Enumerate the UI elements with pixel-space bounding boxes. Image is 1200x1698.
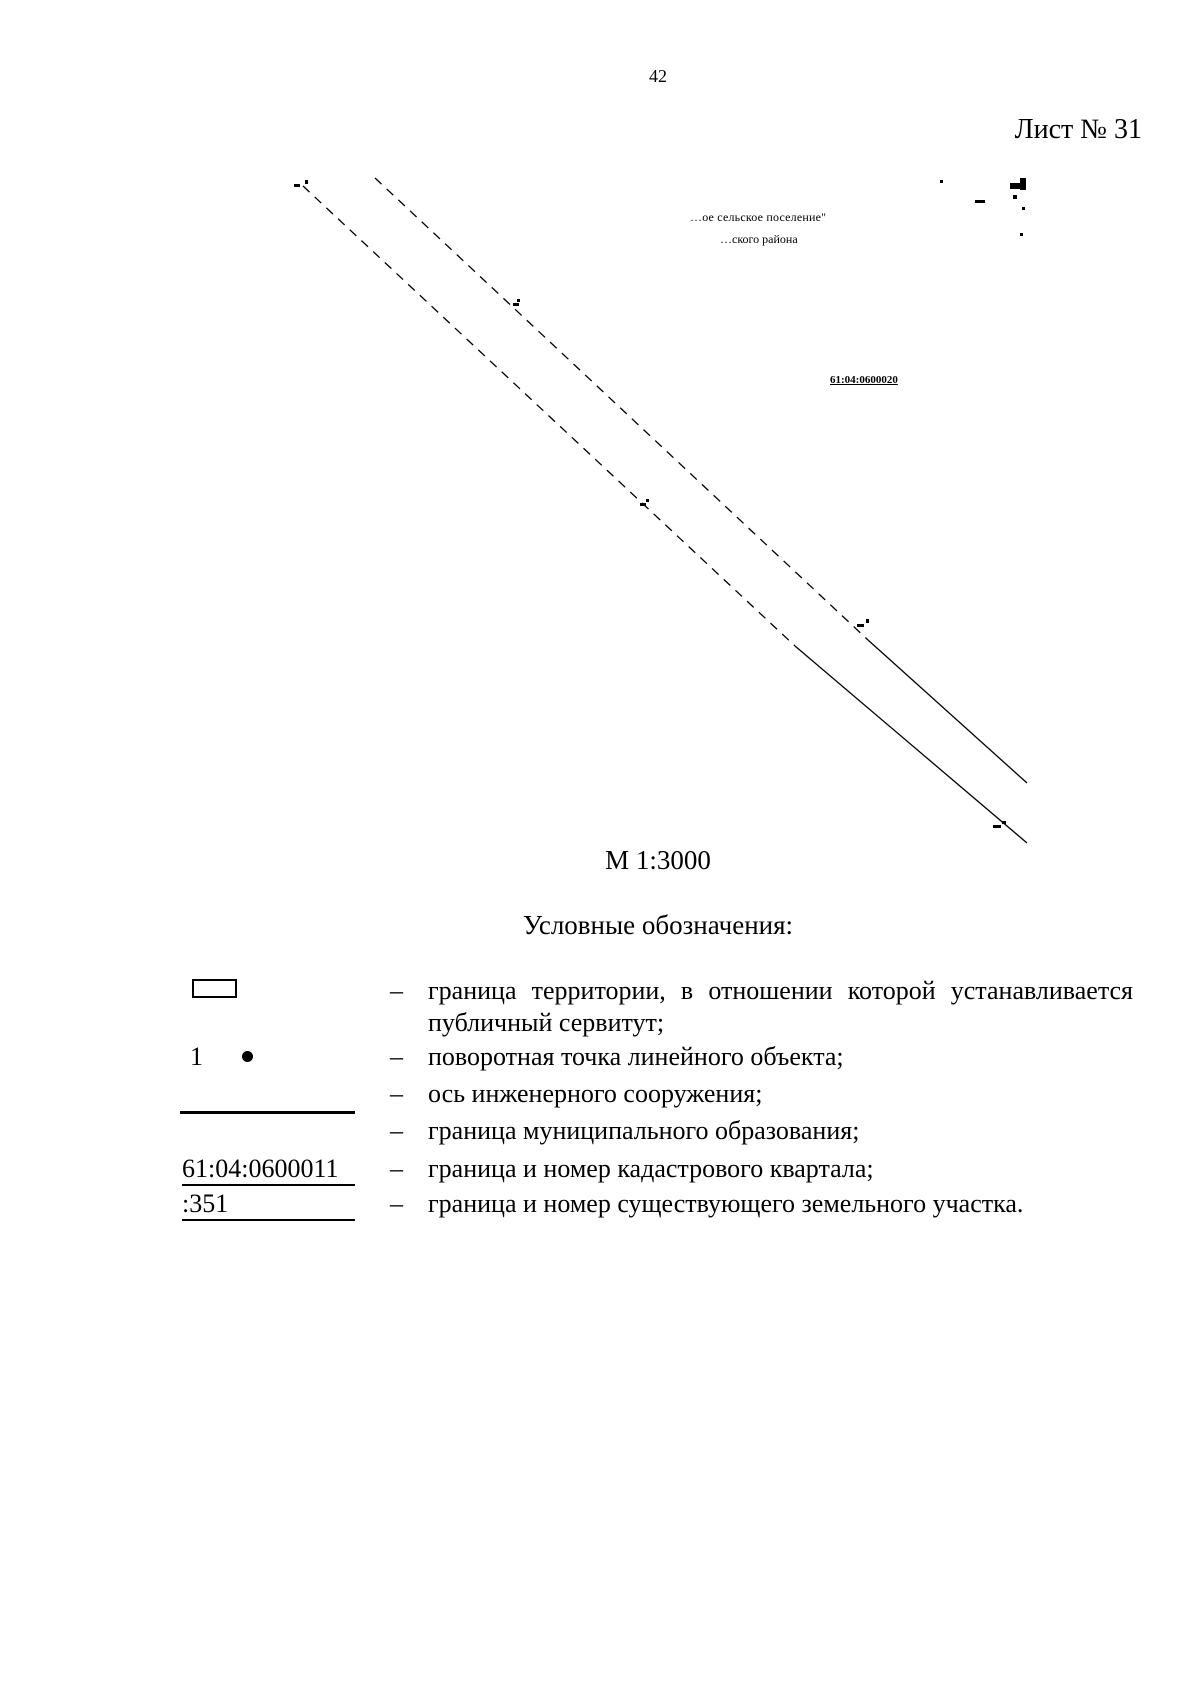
map-label-district: …ского района xyxy=(720,232,798,246)
legend-text: граница территории, в отношении которой устанавливается публичный сервитут; xyxy=(428,976,1133,1037)
legend-symbol-cadastral xyxy=(180,1153,355,1185)
legend-dash: – xyxy=(390,1042,403,1071)
legend-dash: – xyxy=(390,1116,403,1145)
servitude-boundary-lower xyxy=(303,186,795,646)
map-scale: М 1:3000 xyxy=(605,845,711,875)
page-number: 42 xyxy=(649,66,667,86)
legend-land-plot-number: :351 xyxy=(182,1188,355,1221)
legend-symbol-rectangle xyxy=(180,975,355,1007)
legend-text: граница и номер существующего земельного участка. xyxy=(428,1189,1024,1218)
legend-symbol-solid-line xyxy=(180,1115,355,1147)
legend-symbol-land-plot xyxy=(180,1188,355,1220)
point-dot-icon xyxy=(242,1051,253,1062)
map-label-settlement: …ое сельское поселение" xyxy=(690,210,827,224)
legend-text: граница и номер кадастрового квартала; xyxy=(428,1154,874,1183)
servitude-boundary-upper xyxy=(375,178,868,640)
legend-text: поворотная точка линейного объекта; xyxy=(428,1042,844,1071)
legend-point-number: 1 xyxy=(190,1042,203,1071)
map-label-cadastral-quarter: 61:04:0600020 xyxy=(830,374,898,386)
sheet-number: Лист № 31 xyxy=(1014,114,1142,145)
legend-dash: – xyxy=(390,1189,403,1218)
legend-title: Условные обозначения: xyxy=(522,910,794,940)
legend-dash: – xyxy=(390,976,403,1005)
legend-symbol-empty xyxy=(180,1078,355,1110)
legend-dash: – xyxy=(390,1079,403,1108)
legend-dash: – xyxy=(390,1154,403,1183)
map-corner-marks xyxy=(940,178,1026,236)
legend-text: граница муниципального образования; xyxy=(428,1116,860,1145)
servitude-boundary-lower-solid xyxy=(795,646,1027,843)
legend-text: ось инженерного сооружения; xyxy=(428,1079,763,1108)
legend-cadastral-number: 61:04:0600011 xyxy=(182,1153,355,1186)
legend-symbol-point xyxy=(180,1041,355,1073)
servitude-boundary-upper-solid xyxy=(868,640,1027,783)
